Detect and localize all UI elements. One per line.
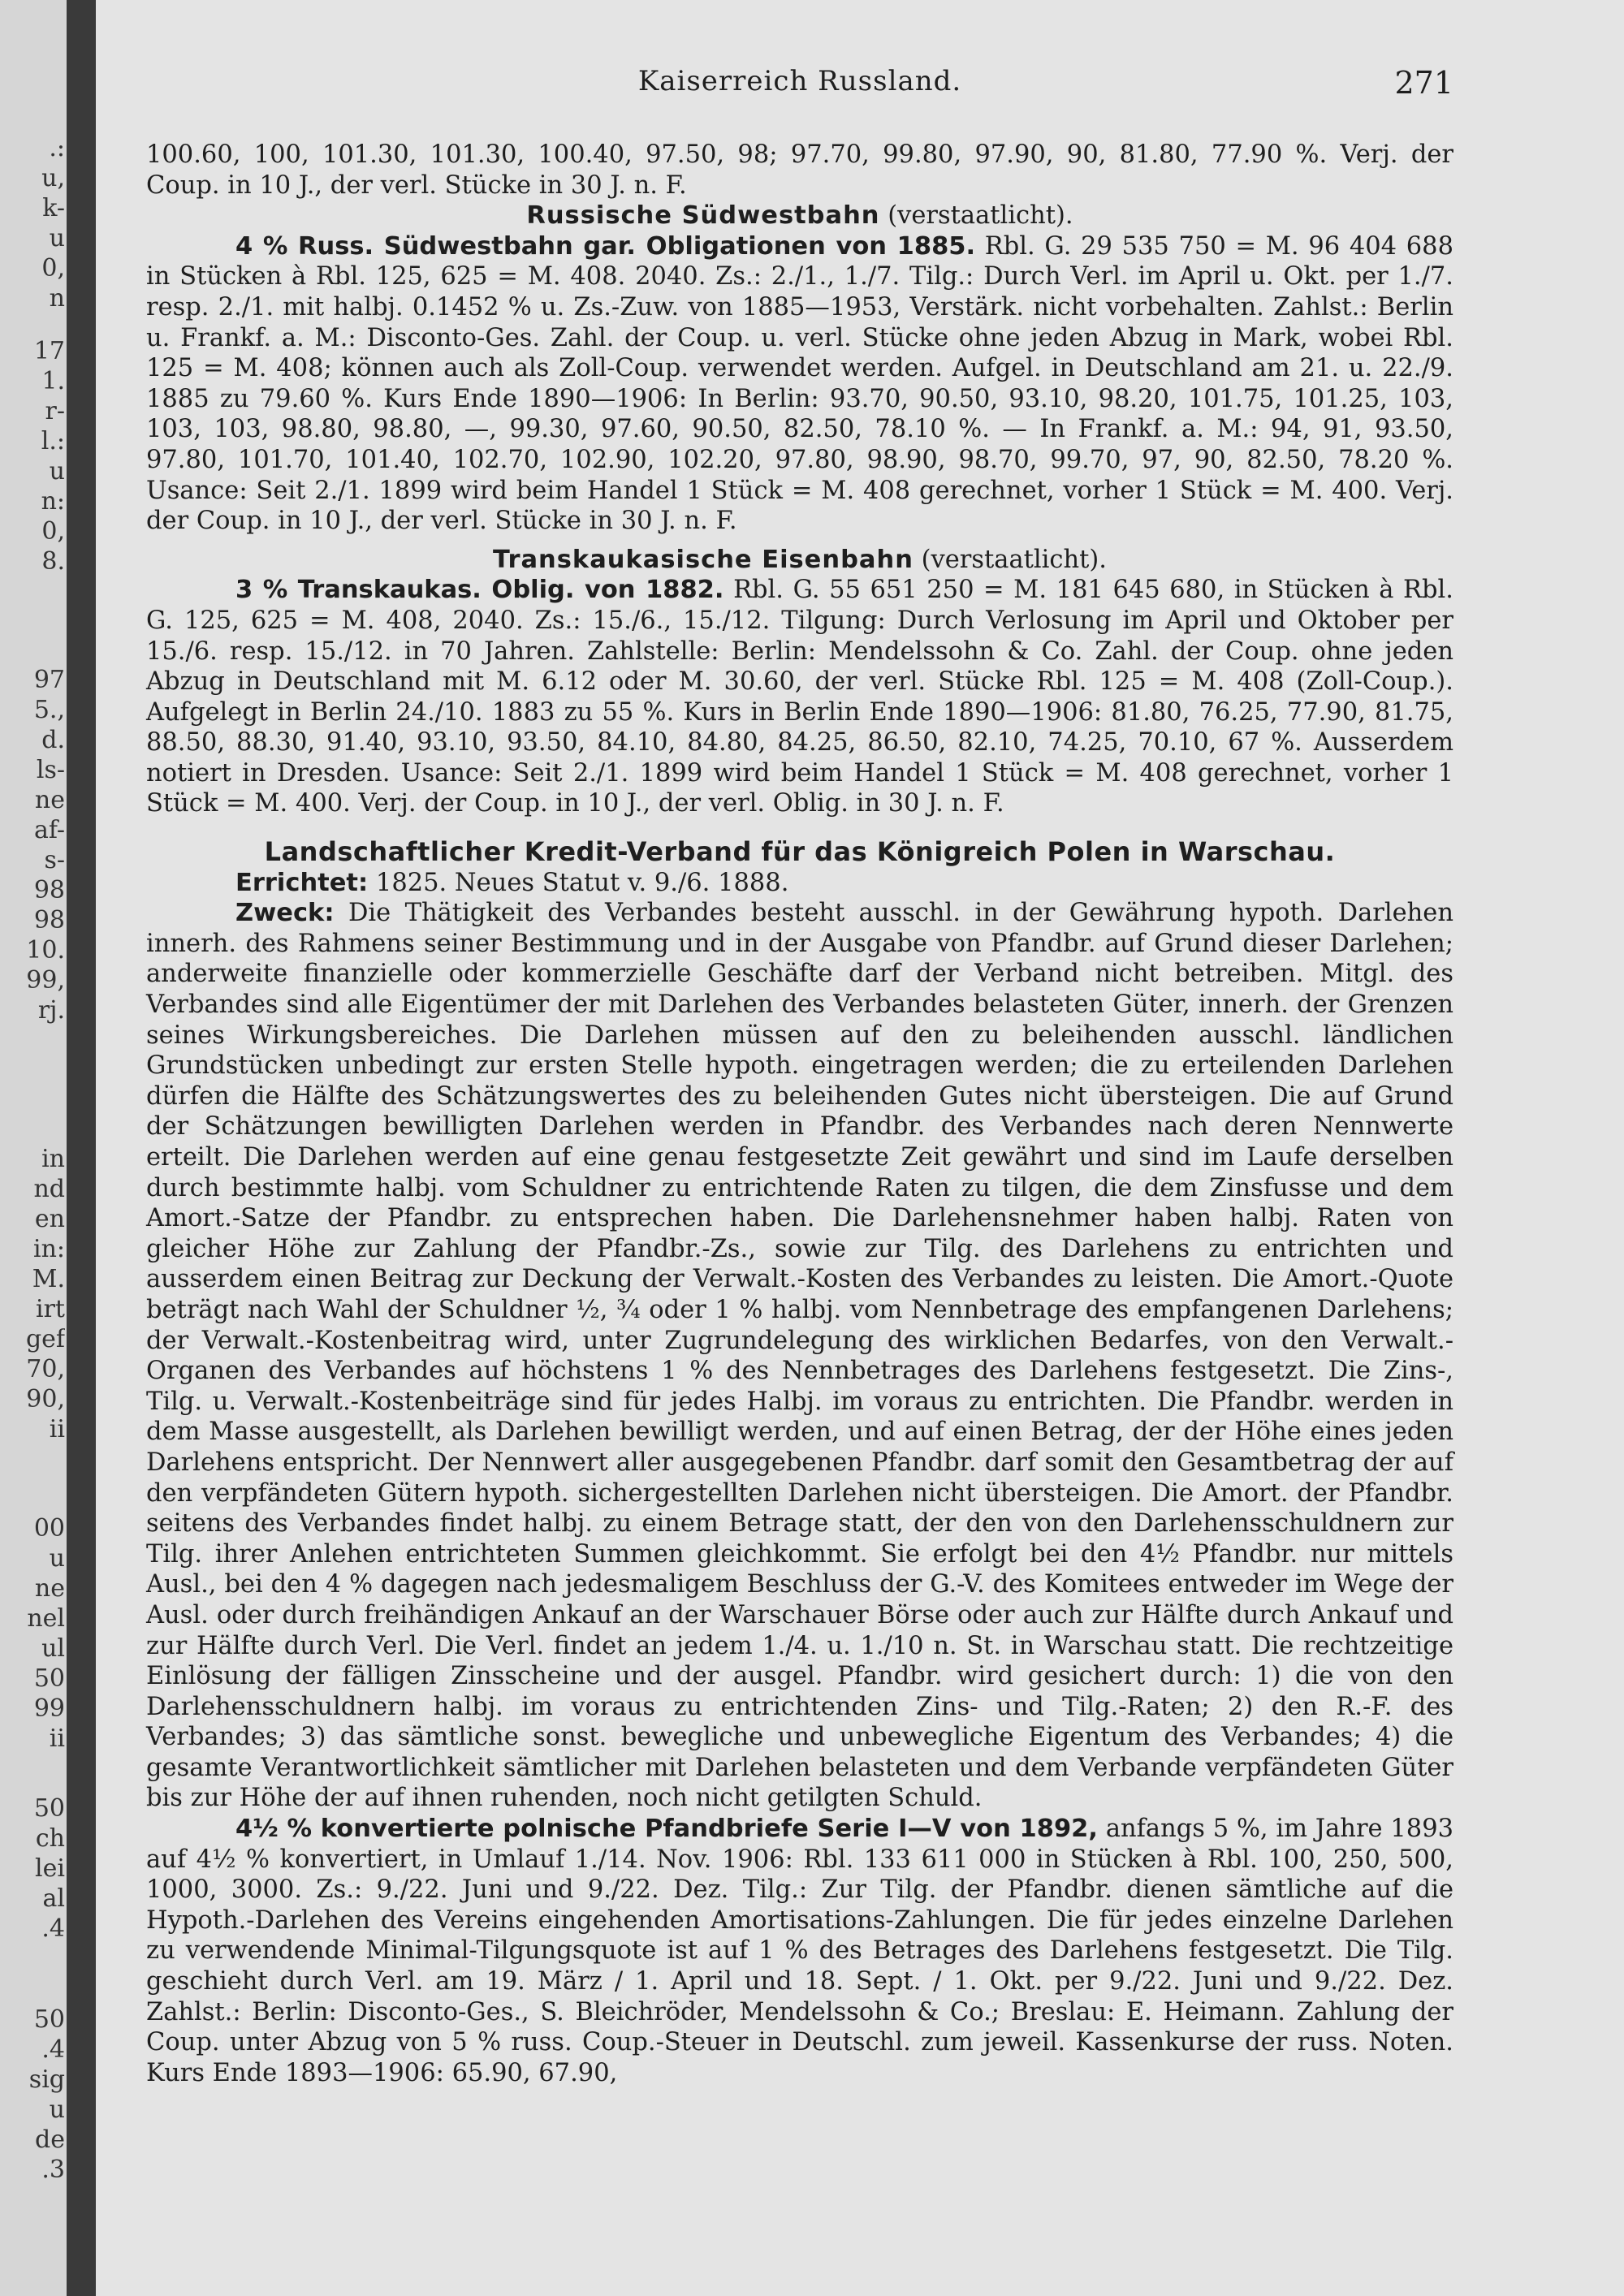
margin-fragment: u xyxy=(49,224,65,252)
margin-fragment: in xyxy=(41,1145,65,1173)
section-heading-kredit-verband xyxy=(146,837,1453,868)
margin-fragment: n xyxy=(49,284,65,313)
margin-fragment: ii xyxy=(49,1724,65,1753)
margin-fragment: .3 xyxy=(41,2156,65,2184)
bond-entry-suedwestbahn xyxy=(146,231,1453,537)
margin-fragment: 90, xyxy=(26,1385,65,1413)
section-title-note: (verstaatlicht). xyxy=(888,201,1073,231)
continued-paragraph: 100.60, 100, 101.30, 101.30, 100.40, 97.50, 98; 97.70, 99.80, 97.90, 90, 81.80, 77.90 %. Verj. der Coup. in 10 J., der verl. Stücke in 30 J. n. F. xyxy=(146,140,1453,200)
margin-fragment: en xyxy=(34,1205,65,1233)
errichtet-line xyxy=(146,868,1453,899)
margin-fragment: k- xyxy=(42,194,65,222)
margin-fragment: nel xyxy=(27,1604,65,1633)
margin-fragment: .4 xyxy=(41,1914,65,1943)
bond-text: Rbl. G. 29 535 750 = M. 96 404 688 in Stücken à Rbl. 125, 625 = M. 408. 2040. Zs.: 2./1., 1./7. Tilg.: Durch Verl. im April u. Okt. per 1./7. resp. 2./1. mit halbj. 0.1452 % u. Zs.-Zuw. von 1885—1953, Verstärk. nicht vorbehalten. Zahlst.: Berlin u. Frankf. a. M.: Disconto-Ges. Zahl. der Coup. u. verl. Stücke ohne jeden Abzug in Mark, wobei Rbl. 125 = M. 408; können auch als Zoll-Coup. verwendet werden. Aufgel. in Deutschland am 21. u. 22./9. 1885 zu 79.60 %. Kurs Ende 1890—1906: In Berlin: 93.70, 90.50, 93.10, 98.20, 101.75, 101.25, 103, 103, 103, 98.80, 98.80, —, 99.30, 97.60, 90.50, 82.50, 78.10 %. — In Frankf. a. M.: 94, 91, 93.50, 97.80, 101.70, 101.40, 102.70, 102.90, 102.20, 97.80, 98.90, 98.70, 99.70, 97, 90, 82.50, 78.20 %. Usance: Seit 2./1. 1899 wird beim Handel 1 Stück = M. 408 gerechnet, vorher 1 Stück = M. 400. Verj. der Coup. in 10 J., der verl. Stücke in 30 J. n. F. xyxy=(146,231,1453,536)
margin-fragment: r- xyxy=(45,397,65,425)
bond-entry-polnische-pfandbriefe xyxy=(146,1814,1453,2088)
margin-fragment: 0, xyxy=(41,517,65,546)
section-title: Transkaukasische Eisenbahn xyxy=(492,545,914,574)
margin-fragment: 50 xyxy=(33,1664,65,1693)
margin-fragment: in: xyxy=(32,1235,65,1263)
zweck-paragraph xyxy=(146,898,1453,1814)
previous-page-strip xyxy=(0,0,67,2296)
margin-fragment: ul xyxy=(41,1634,65,1663)
bond-text: anfangs 5 %, im Jahre 1893 auf 4½ % konvertiert, in Umlauf 1./14. Nov. 1906: Rbl. 133 611 000 in Stücken à Rbl. 100, 250, 500, 1000, 3000. Zs.: 9./22. Juni und 9./22. Dez. Tilg.: Zur Tilg. der Pfandbr. dienen sämtliche auf die Hypoth.-Darlehen des Vereins eingehenden Amortisations-Zahlungen. Die für jedes einzelne Darlehen zu verwendende Minimal-Tilgungsquote ist auf 1 % des Betrages des Darlehens festgesetzt. Die Tilg. geschieht durch Verl. am 19. März / 1. April und 18. Sept. / 1. Okt. per 9./22. Juni und 9./22. Dez. Zahlst.: Berlin: Disconto-Ges., S. Bleichröder, Mendelssohn & Co.; Breslau: E. Heimann. Zahlung der Coup. unter Abzug von 5 % russ. Coup.-Steuer in Deutschl. zum jeweil. Kassenkurse der russ. Noten. Kurs Ende 1893—1906: 65.90, 67.90, xyxy=(146,1815,1453,2087)
margin-fragment: .4 xyxy=(41,2035,65,2064)
margin-fragment: rj. xyxy=(37,996,65,1025)
page-header xyxy=(146,65,1453,106)
margin-fragment: nd xyxy=(33,1175,65,1203)
section-heading-suedwestbahn xyxy=(146,201,1453,231)
errichtet-label: Errichtet: xyxy=(235,868,369,897)
margin-fragment: 17 xyxy=(33,337,65,365)
margin-fragment: 97 xyxy=(33,666,65,694)
margin-fragment: M. xyxy=(32,1265,65,1293)
margin-fragment: irt xyxy=(36,1295,65,1323)
zweck-text: Die Thätigkeit des Verbandes besteht ausschl. in der Gewährung hypoth. Darlehen innerh. des Rahmens seiner Bestimmung und in der Ausgabe von Pfandbr. auf Grund dieser Darlehen; anderweite finanzielle oder kommerzielle Geschäfte darf der Verband nicht betreiben. Mitgl. des Verbandes sind alle Eigentümer der mit Darlehen des Verbandes belasteten Güter, innerh. der Grenzen seines Wirkungsbereiches. Die Darlehen müssen auf den zu beleihenden ausschl. ländlichen Grundstücken unbedingt zur ersten Stelle hypoth. eingetragen werden; die zu erteilenden Darlehen dürfen die Hälfte des Schätzungswertes des zu beleihenden Gutes nicht übersteigen. Die auf Grund der Schätzungen bewilligten Darlehen werden in Pfandbr. des Verbandes nach deren Nennwerte erteilt. Die Darlehen werden auf eine genau festgesetzte Zeit gewährt und sind im Laufe derselben durch bestimmte halbj. vom Schuldner zu entrichtende Raten zu tilgen, die dem Zinsfusse und dem Amort.-Satze der Pfandbr. zu entsprechen haben. Die Darlehensnehmer haben halbj. Raten von gleicher Höhe zur Zahlung der Pfandbr.-Zs., sowie zur Tilg. des Darlehens zu entrichten und ausserdem einen Beitrag zur Deckung der Verwalt.-Kosten des Verbandes zu leisten. Die Amort.-Quote beträgt nach Wahl der Schuldner ½, ¾ oder 1 % halbj. vom Nennbetrage des empfangenen Darlehens; der Verwalt.-Kostenbeitrag wird, unter Zugrundelegung des wirklichen Bedarfes, von den Verwalt.-Organen des Verbandes auf höchstens 1 % des Nennbetrages des Darlehens festgesetzt. Die Zins-, Tilg. u. Verwalt.-Kostenbeiträge sind für jedes Halbj. im voraus zu entrichten. Die Pfandbr. werden in dem Masse ausgestellt, als Darlehen bewilligt werden, und auf einen Betrag, der der Höhe eines jeden Darlehens entspricht. Der Nennwert aller ausgegebenen Pfandbr. darf somit den Gesamtbetrag der auf den verpfändeten Gütern hypoth. sichergestellten Darlehen nicht übersteigen. Die Amort. der Pfandbr. seitens des Verbandes findet halbj. zu einem Betrage statt, der den von den Darlehensschuldnern zur Tilg. ihrer Anlehen entrichteten Summen gleichkommt. Sie erfolgt bei den 4½ Pfandbr. nur mittels Ausl., bei den 4 % dagegen nach jedesmaligem Beschluss der G.-V. des Komitees entweder im Wege der Ausl. oder durch freihändigen Ankauf an der Warschauer Börse oder auch zur Hälfte durch Ankauf und zur Hälfte durch Verl. Die Verl. findet an jedem 1./4. u. 1./10 n. St. in Warschau statt. Die rechtzeitige Einlösung der fälligen Zinsscheine und der ausgel. Pfandbr. wird gesichert durch: 1) die von den Darlehensschuldnern halbj. im voraus zu entrichtenden Zins- und Tilg.-Raten; 2) den R.-F. des Verbandes; 3) das sämtliche sonst. bewegliche und unbewegliche Eigentum des Verbandes; 4) die gesamte Verantwortlichkeit sämtlicher mit Darlehen belasteten und dem Verbande verpfändeten Güter bis zur Höhe der auf ihnen ruhenden, noch nicht getilgten Schuld. xyxy=(146,899,1454,1813)
zweck-label: Zweck: xyxy=(235,899,335,928)
margin-fragment: gef xyxy=(25,1325,65,1353)
bond-title: 3 % Transkaukas. Oblig. von 1882. xyxy=(235,576,724,605)
margin-fragment: ne xyxy=(34,1574,65,1603)
margin-fragment: ch xyxy=(35,1824,65,1853)
margin-fragment: .: xyxy=(49,134,65,162)
margin-fragment: 1. xyxy=(41,367,65,395)
margin-fragment: af- xyxy=(33,816,65,844)
margin-fragment: l.: xyxy=(41,427,65,455)
margin-fragment: 99, xyxy=(26,966,65,995)
bond-entry-transkaukas xyxy=(146,575,1453,819)
bond-title: 4½ % konvertierte polnische Pfandbriefe Serie I—V von 1892, xyxy=(235,1815,1098,1844)
bond-text: Rbl. G. 55 651 250 = M. 181 645 680, in Stücken à Rbl. G. 125, 625 = M. 408, 2040. Zs.: 15./6., 15./12. Tilgung: Durch Verlosung im April und Oktober per 15./6. resp. 15./12. in 70 Jahren. Zahlstelle: Berlin: Mendelssohn & Co. Zahl. der Coup. ohne jeden Abzug in Deutschland mit M. 6.12 oder M. 30.60, der verl. Stücke Rbl. 125 = M. 408 (Zoll-Coup.). Aufgelegt in Berlin 24./10. 1883 zu 55 %. Kurs in Berlin Ende 1890—1906: 81.80, 76.25, 77.90, 81.75, 88.50, 88.30, 91.40, 93.10, 93.50, 84.10, 84.80, 84.25, 86.50, 82.10, 74.25, 70.10, 67 %. Ausserdem notiert in Dresden. Usance: Seit 2./1. 1899 wird beim Handel 1 Stück = M. 408 gerechnet, vorher 1 Stück = M. 400. Verj. der Coup. in 10 J., der verl. Oblig. in 30 J. n. F. xyxy=(146,576,1453,818)
margin-fragment: 10. xyxy=(26,936,65,965)
section-heading-transkaukasische xyxy=(146,545,1453,576)
margin-fragment: u xyxy=(49,2095,65,2124)
margin-fragment: u, xyxy=(41,164,65,192)
margin-fragment: 0, xyxy=(41,254,65,283)
margin-fragment: 5., xyxy=(33,696,65,724)
margin-fragment: d. xyxy=(41,726,65,754)
section-title-note: (verstaatlicht). xyxy=(921,545,1108,574)
margin-fragment: ne xyxy=(34,786,65,814)
section-title: Russische Südwestbahn xyxy=(526,201,880,231)
book-gutter xyxy=(67,0,96,2296)
section-title: Landschaftlicher Kredit-Verband für das Königreich Polen in Warschau. xyxy=(264,836,1336,868)
page-number: 271 xyxy=(1394,65,1453,101)
margin-fragment: u xyxy=(49,457,65,486)
margin-fragment: al xyxy=(42,1884,65,1913)
margin-fragment: 00 xyxy=(33,1514,65,1543)
margin-fragment: s- xyxy=(44,846,65,874)
margin-fragment: u xyxy=(49,1544,65,1573)
margin-fragment: ls- xyxy=(36,756,65,784)
margin-fragment: 99 xyxy=(33,1694,65,1723)
margin-fragment: sig xyxy=(28,2065,65,2094)
margin-fragment: ii xyxy=(49,1415,65,1444)
running-title: Kaiserreich Russland. xyxy=(637,65,962,97)
bond-title: 4 % Russ. Südwestbahn gar. Obligationen von 1885. xyxy=(235,231,976,261)
errichtet-text: 1825. Neues Statut v. 9./6. 1888. xyxy=(375,868,789,897)
margin-fragment: n: xyxy=(41,487,65,516)
margin-fragment: 8. xyxy=(41,547,65,576)
margin-fragment: lei xyxy=(35,1854,65,1883)
margin-fragment: 98 xyxy=(33,906,65,934)
margin-fragment: de xyxy=(35,2126,65,2154)
page-content xyxy=(146,140,1453,2088)
margin-fragment: 50 xyxy=(33,1794,65,1823)
margin-fragment: 70, xyxy=(26,1355,65,1383)
margin-fragment: 98 xyxy=(33,876,65,904)
margin-fragment: 50 xyxy=(33,2005,65,2034)
